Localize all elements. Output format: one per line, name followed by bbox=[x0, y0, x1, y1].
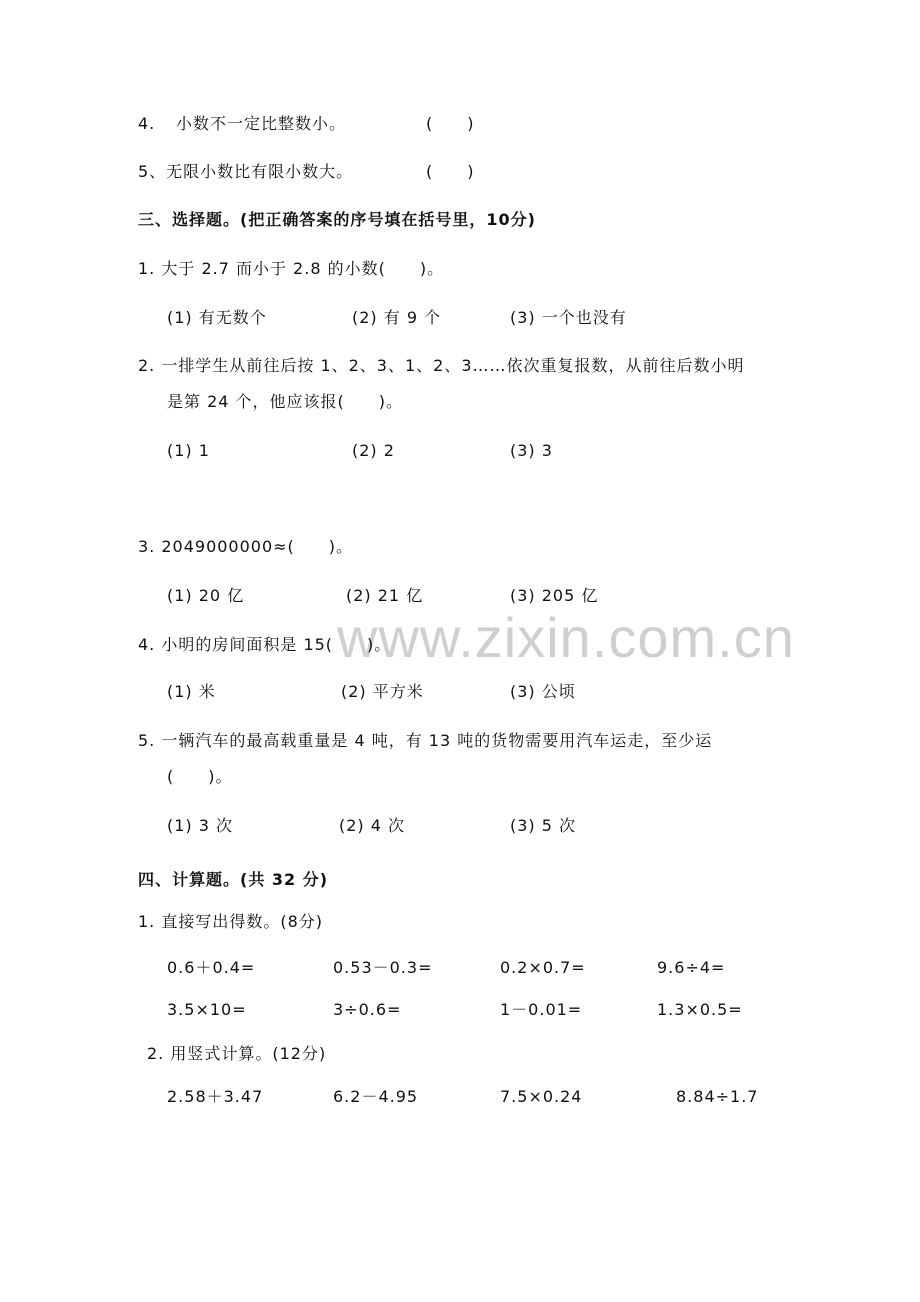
calc-row1-item-3: 0.2×0.7= bbox=[500, 958, 586, 977]
choice-q5-line2: ( )。 bbox=[167, 767, 233, 786]
choice-q1-option-3: (3) 一个也没有 bbox=[510, 308, 627, 327]
vertical-calc-item-1: 2.58＋3.47 bbox=[167, 1087, 264, 1106]
section3-title: 三、选择题。(把正确答案的序号填在括号里，10分) bbox=[138, 210, 536, 229]
section4-title: 四、计算题。(共 32 分) bbox=[138, 870, 329, 889]
choice-q3-option-2: (2) 21 亿 bbox=[346, 586, 424, 605]
calc-sub1-title: 1. 直接写出得数。(8分) bbox=[138, 912, 324, 931]
choice-q4-option-3: (3) 公顷 bbox=[510, 682, 576, 701]
judge-q4-bracket: ( ) bbox=[426, 114, 475, 133]
calc-row2-item-2: 3÷0.6= bbox=[333, 1000, 402, 1019]
vertical-calc-item-2: 6.2－4.95 bbox=[333, 1087, 419, 1106]
choice-q3-option-1: (1) 20 亿 bbox=[167, 586, 245, 605]
choice-q4-text: 4. 小明的房间面积是 15( )。 bbox=[138, 635, 392, 654]
choice-q1-text: 1. 大于 2.7 而小于 2.8 的小数( )。 bbox=[138, 259, 445, 278]
choice-q2-option-1: (1) 1 bbox=[167, 441, 210, 460]
judge-q5-bracket: ( ) bbox=[426, 162, 475, 181]
judge-q4-number: 4. bbox=[138, 114, 156, 133]
calc-row1-item-2: 0.53－0.3= bbox=[333, 958, 433, 977]
choice-q5-option-1: (1) 3 次 bbox=[167, 816, 234, 835]
choice-q4-option-1: (1) 米 bbox=[167, 682, 216, 701]
choice-q3-option-3: (3) 205 亿 bbox=[510, 586, 599, 605]
choice-q4-option-2: (2) 平方米 bbox=[341, 682, 424, 701]
choice-q3-text: 3. 2049000000≈( )。 bbox=[138, 537, 354, 556]
choice-q5-option-3: (3) 5 次 bbox=[510, 816, 577, 835]
choice-q2-line1: 2. 一排学生从前往后按 1、2、3、1、2、3……依次重复报数，从前往后数小明 bbox=[138, 356, 745, 375]
choice-q1-option-1: (1) 有无数个 bbox=[167, 308, 267, 327]
choice-q2-option-3: (3) 3 bbox=[510, 441, 553, 460]
calc-row1-item-4: 9.6÷4= bbox=[657, 958, 726, 977]
choice-q5-option-2: (2) 4 次 bbox=[339, 816, 406, 835]
judge-q4-text: 小数不一定比整数小。 bbox=[176, 114, 347, 133]
choice-q2-line2: 是第 24 个，他应该报( )。 bbox=[167, 392, 404, 411]
choice-q1-option-2: (2) 有 9 个 bbox=[352, 308, 442, 327]
calc-row1-item-1: 0.6＋0.4= bbox=[167, 958, 256, 977]
vertical-calc-item-4: 8.84÷1.7 bbox=[676, 1087, 759, 1106]
calc-row2-item-4: 1.3×0.5= bbox=[657, 1000, 743, 1019]
calc-sub2-title: 2. 用竖式计算。(12分) bbox=[147, 1044, 327, 1063]
vertical-calc-item-3: 7.5×0.24 bbox=[500, 1087, 583, 1106]
calc-row2-item-3: 1－0.01= bbox=[500, 1000, 583, 1019]
calc-row2-item-1: 3.5×10= bbox=[167, 1000, 247, 1019]
watermark: www.zixin.com.cn bbox=[337, 606, 795, 669]
choice-q2-option-2: (2) 2 bbox=[352, 441, 395, 460]
choice-q5-line1: 5. 一辆汽车的最高载重量是 4 吨，有 13 吨的货物需要用汽车运走，至少运 bbox=[138, 731, 713, 750]
judge-q5-text: 5、无限小数比有限小数大。 bbox=[138, 162, 354, 181]
